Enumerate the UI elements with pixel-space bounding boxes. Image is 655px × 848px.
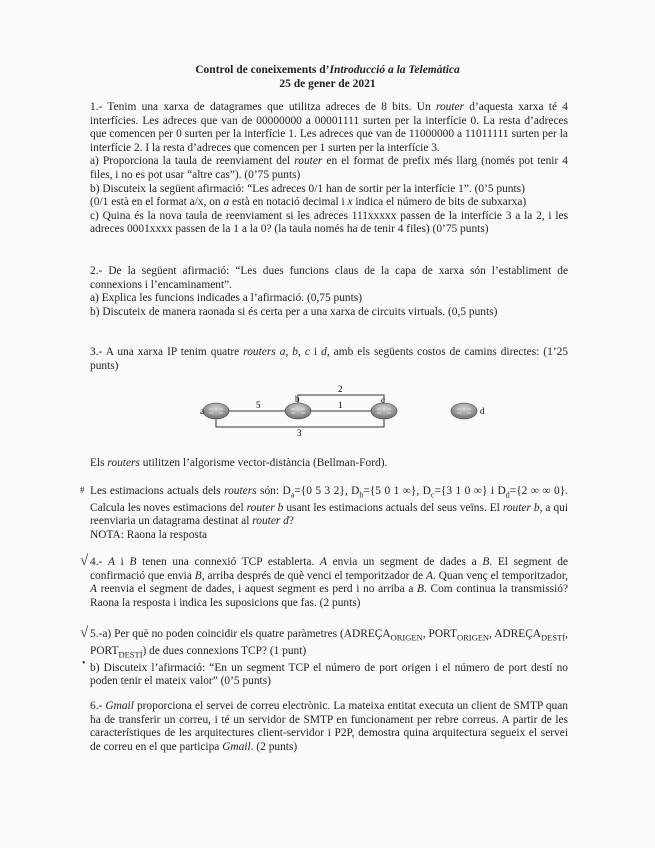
cost-label-bc: 1 (338, 400, 343, 410)
question-5 (90, 628, 568, 689)
handwritten-check-q5: √ (80, 625, 89, 641)
question-3-algorithm: Els routers utilitzen l’algorisme vector-distància (Bellman-Ford). (90, 457, 388, 469)
question-3-intro: 3.- A una xarxa IP tenim quatre routers a, b, c i d, amb els següents costos de camins directes: (1’25 punts) (90, 346, 568, 372)
cost-label-top: 2 (338, 384, 343, 394)
handwritten-check-q4: √ (80, 553, 89, 569)
node-label-a: a (200, 406, 204, 416)
question-4: 4.- A i B tenen una connexió TCP establerta. A envia un segment de dades a B. El segment de confirmació que envia B, arriba després de què venci el temporitzador de A. Quan venç el temporitzador, A reenvia el segment de dades, i aquest segment es perd i no arriba a B. Com continua la transmissió? Raona la resposta i indica les suposicions que fas. (2 punts) (90, 556, 568, 609)
q1-part-b: b) Discuteix la següent afirmació: “Les adreces 0/1 han de sortir per la interfície 1”. (0’5 punts) (90, 182, 525, 195)
question-2 (90, 265, 568, 319)
q3-note: NOTA: Raona la resposta (90, 529, 208, 542)
q1-intro: 1.- Tenim una xarxa de datagrames que utilitza adreces de 8 bits. Un router d’aquesta xarxa té 4 interfícies. Les adreces que van de 00000000 a 00001111 surten per la interfície 0. La resta d’adreces que comencen per 0 surten per la interfície 1. Les adreces que van de 11000000 a 11011111 surten per la interfície 2. I la resta d’adreces que comencen per 1 surten per la interfície 3. (90, 101, 568, 154)
q5-part-b: b) Discuteix l’afirmació: “En un segment TCP el número de port origen i el número de port destí no poden tenir el mateix valor” (0’5 punts) (90, 661, 568, 688)
cost-label-ab: 5 (256, 400, 261, 410)
router-network-diagram (196, 383, 496, 438)
q1-part-b-note: (0/1 està en el format a/x, on a està en notació decimal i x indica el número de bits de subxarxa) (90, 196, 527, 209)
link-a-c-bottom (216, 419, 384, 427)
q2-part-a: a) Explica les funcions indicades a l’afirmació. (0,75 punts) (90, 292, 363, 305)
q1-part-a: a) Proporciona la taula de reenviament del router en el format de prefix més llarg (només pot tenir 4 files, i no es pot usar “altre cas”). (0’75 punts) (90, 155, 568, 181)
q1-part-c: c) Quina és la nova taula de reenviament si les adreces 111xxxxx passen de la interfície 3 a la 2, i les adreces 0001xxxx passen de la 1 a la 0? (la taula només ha de tenir 4 files) (0’75 punts) (90, 209, 568, 236)
router-a (203, 403, 229, 419)
router-b (285, 403, 311, 419)
node-label-c: c (381, 395, 385, 405)
q2-intro: 2.- De la següent afirmació: “Les dues funcions claus de la capa de xarxa són l’establiment de connexions i l’encaminament”. (90, 265, 568, 291)
question-1 (90, 101, 568, 237)
cost-label-bottom: 3 (297, 428, 302, 438)
q5-part-a: 5.-a) Per què no poden coincidir els quatre paràmetres ($ADREÇA_{ORIGEN}$, $PORT_{ORIGEN}$, $ADREÇA_{DESTÍ}$, $PORT_{DESTÍ}$) de dues connexions TCP? (1 punt) (90, 628, 568, 660)
exam-date: 25 de gener de 2021 (279, 78, 376, 90)
handwritten-dot: • (82, 658, 86, 669)
router-d (451, 403, 477, 419)
question-6: 6.- Gmail proporciona el servei de correu electrònic. La mateixa entitat executa un client de SMTP quan ha de transferir un correu, i té un servidor de SMTP en funcionament per rebre correus. A partir de les característiques de les arquitectures client-servidor i P2P, demostra quina arquitectura segueix el servei de correu en el que participa Gmail. (2 punts) (90, 700, 569, 753)
q2-part-b: b) Discuteix de manera raonada si és certa per a una xarxa de circuits virtuals. (0,5 punts) (90, 305, 498, 318)
exam-title: Control de coneixements d’Introducció a la Telemàtica (195, 64, 460, 76)
router-c (371, 403, 397, 419)
handwritten-hash: # (80, 485, 85, 495)
node-label-d: d (480, 406, 485, 416)
question-3-estimates: Les estimacions actuals dels routers són: $D_a=\{0$ 5 3 2}, $D_b=\{5$ 0 1 ∞}, $D_c=\{3$ 1 0 ∞} i $D_d=\{2$ ∞ ∞ 0}. Calcula les noves estimacions del router b usant les estimacions actuals del seus veïns. El router b, a qui reenviaria un datagrama destinat al router d? NOTA: Raona la resposta (90, 485, 569, 542)
node-label-b: b (295, 394, 300, 404)
